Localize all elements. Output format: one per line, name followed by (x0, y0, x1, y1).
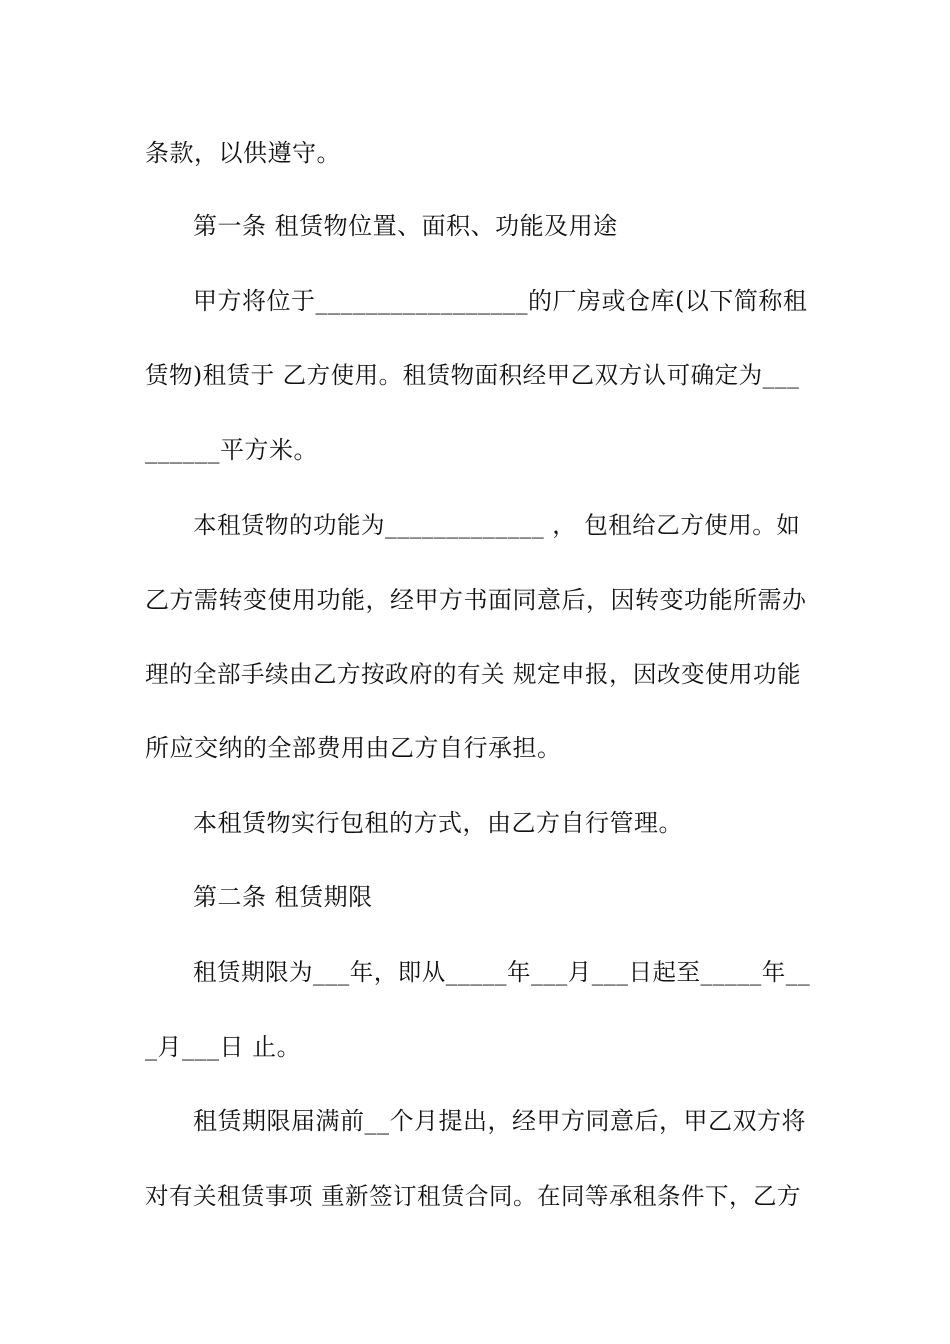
text-line: 对有关租赁事项 重新签订租赁合同。在同等承租条件下，乙方 (145, 1182, 801, 1210)
text-line: 乙方需转变使用功能，经甲方书面同意后，因转变功能所需办 (145, 586, 807, 614)
section-heading: 第二条 租赁期限 (193, 883, 373, 911)
text-line: 赁物)租赁于 乙方使用。租赁物面积经甲乙双方认可确定为___ (145, 361, 800, 389)
text-line: 理的全部手续由乙方按政府的有关 规定申报，因改变使用功能 (145, 660, 801, 688)
text-line: 条款，以供遵守。 (145, 139, 341, 167)
text-line: 甲方将位于_________________的厂房或仓库(以下简称租 (193, 287, 808, 315)
text-line: ______平方米。 (145, 436, 318, 464)
text-line: 所应交纳的全部费用由乙方自行承担。 (145, 734, 562, 762)
text-line: 租赁期限为___年，即从_____年___月___日起至_____年__ (193, 958, 811, 986)
text-line: 本租赁物的功能为_____________ ， 包租给乙方使用。如 (193, 511, 801, 539)
text-line: 租赁期限届满前__个月提出，经甲方同意后，甲乙双方将 (193, 1107, 806, 1135)
text-line: 本租赁物实行包租的方式，由乙方自行管理。 (193, 809, 683, 837)
section-heading: 第一条 租赁物位置、面积、功能及用途 (193, 212, 618, 240)
text-line: _月___日 止。 (145, 1033, 302, 1061)
